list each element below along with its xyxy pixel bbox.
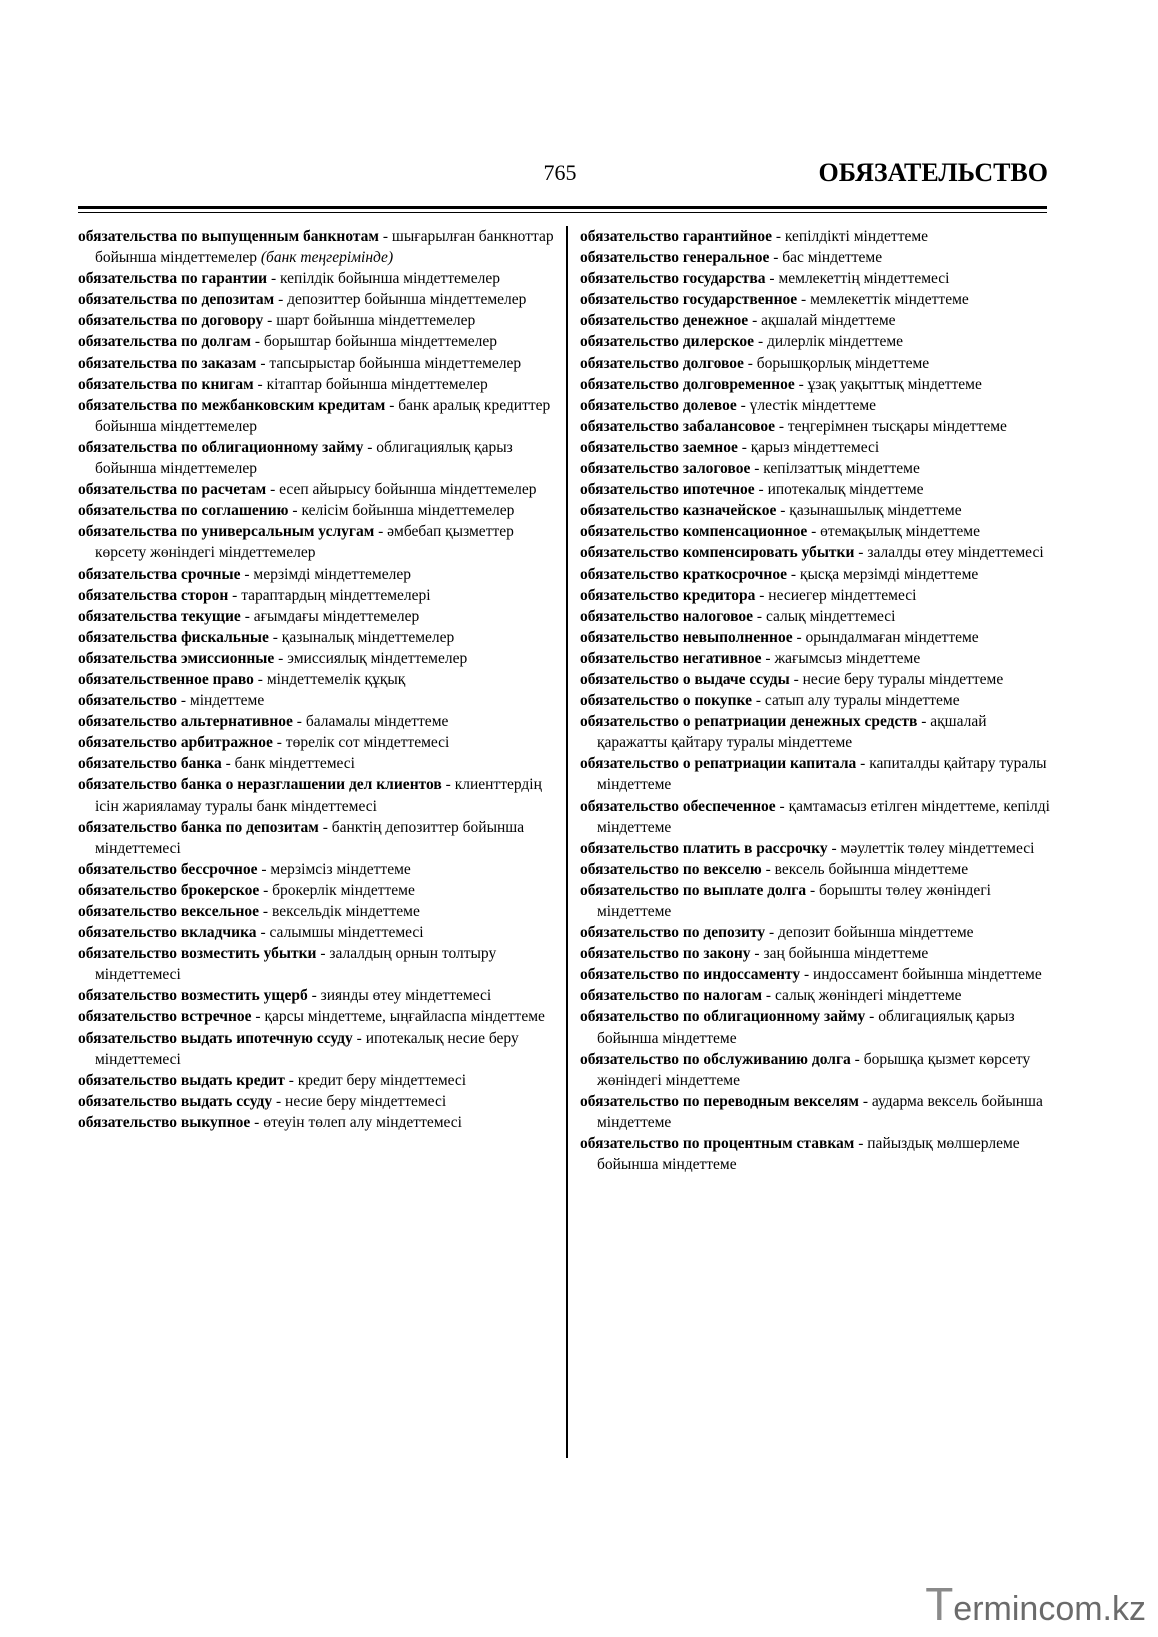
dictionary-entry: обязательство генеральное - бас міндеттеме bbox=[580, 249, 883, 267]
entry-definition: облигациялық қарыз бойынша міндеттеме bbox=[597, 1008, 1015, 1047]
entry-definition: салымшы міндеттемесі bbox=[269, 924, 424, 942]
dictionary-entry: обязательственное право - міндеттемелік құқық bbox=[78, 670, 406, 688]
entry-definition: әмбебап қызметтер көрсету жөніндегі міндеттемелер bbox=[95, 523, 514, 562]
entry-term: обязательство казначейское bbox=[580, 502, 777, 520]
entry-term: обязательство государства bbox=[580, 270, 766, 288]
entry-term: обязательство налоговое bbox=[580, 607, 754, 625]
dictionary-entry: обязательство компенсировать убытки - залалды өтеу міндеттемесі bbox=[580, 544, 1044, 562]
entry-definition: мерзімсіз міндеттеме bbox=[270, 860, 411, 878]
entry-term: обязательство банка по депозитам bbox=[78, 818, 319, 836]
dictionary-entry: обязательство банка о неразглашении дел клиентов - клиенттердің ісін жарияламау туралы банк міндеттемесі bbox=[78, 776, 542, 815]
entry-term: обязательство вкладчика bbox=[78, 924, 257, 942]
entry-definition: баламалы міндеттеме bbox=[305, 713, 449, 731]
entry-definition: міндеттемелік құқық bbox=[266, 670, 406, 688]
entry-term: обязательство долговременное bbox=[580, 375, 795, 393]
entry-definition: мемлекеттік міндеттеме bbox=[810, 291, 969, 309]
dictionary-entry: обязательство казначейское - қазынашылық міндеттеме bbox=[580, 502, 962, 520]
entry-definition: клиенттердің ісін жарияламау туралы банк міндеттемесі bbox=[95, 776, 542, 815]
entry-definition: қамтамасыз етілген міндеттеме, кепілді міндеттеме bbox=[597, 797, 1050, 836]
entry-term: обязательства по гарантии bbox=[78, 270, 268, 288]
entry-term: обязательство кредитора bbox=[580, 586, 756, 604]
right-column bbox=[580, 226, 1058, 1175]
dictionary-entry: обязательства по межбанковским кредитам - банк аралық кредиттер бойынша міндеттемелер bbox=[78, 396, 551, 435]
entry-definition: облигациялық қарыз бойынша міндеттемелер bbox=[95, 438, 513, 478]
dictionary-entry: обязательство по выплате долга - борышты төлеу жөніндегі міндеттеме bbox=[580, 881, 991, 920]
entry-term: обязательство негативное bbox=[580, 649, 762, 667]
entry-definition: несие беру туралы міндеттеме bbox=[802, 670, 1004, 688]
entry-term: обязательство о выдаче ссуды bbox=[580, 670, 790, 688]
entry-definition: төрелік сот міндеттемесі bbox=[285, 734, 450, 752]
entry-term: обязательство о репатриации капитала bbox=[580, 755, 857, 773]
entry-term: обязательства по заказам bbox=[78, 354, 257, 372]
dictionary-entry: обязательства по заказам - тапсырыстар бойынша міндеттемелер bbox=[78, 354, 522, 372]
dictionary-entry: обязательство бессрочное - мерзімсіз міндеттеме bbox=[78, 860, 411, 878]
entry-term: обязательство компенсировать убытки bbox=[580, 544, 855, 562]
dictionary-entry: обязательство банка - банк міндеттемесі bbox=[78, 755, 355, 773]
header-rule-thick bbox=[78, 206, 1047, 209]
entry-definition: несие беру міндеттемесі bbox=[285, 1092, 447, 1110]
dictionary-entry: обязательство дилерское - дилерлік міндеттеме bbox=[580, 333, 904, 351]
dictionary-entry: обязательство по индоссаменту - индоссамент бойынша міндеттеме bbox=[580, 966, 1042, 984]
entry-term: обязательство забалансовое bbox=[580, 417, 775, 435]
dictionary-entry: обязательство о репатриации денежных средств - ақшалай қаражатты қайтару туралы міндеттеме bbox=[580, 713, 987, 752]
dictionary-entry: обязательство выкупное - өтеуін төлеп алу міндеттемесі bbox=[78, 1113, 462, 1131]
dictionary-entry: обязательство обеспеченное - қамтамасыз етілген міндеттеме, кепілді міндеттеме bbox=[580, 797, 1050, 836]
dictionary-entry: обязательство государственное - мемлекеттік міндеттеме bbox=[580, 291, 969, 309]
dictionary-entry: обязательство вексельное - вексельдік міндеттеме bbox=[78, 903, 420, 920]
watermark-logo bbox=[925, 1577, 1146, 1631]
dictionary-entry: обязательства по гарантии - кепілдік бойынша міндеттемелер bbox=[78, 270, 500, 288]
entry-term: обязательство по индоссаменту bbox=[580, 966, 801, 984]
entry-definition: вексель бойынша міндеттеме bbox=[774, 860, 969, 878]
entry-definition: вексельдік міндеттеме bbox=[271, 903, 420, 920]
header-rule-thin bbox=[78, 212, 1047, 213]
dictionary-entry: обязательство о выдаче ссуды - несие беру туралы міндеттеме bbox=[580, 670, 1004, 688]
entry-term: обязательство о покупке bbox=[580, 692, 752, 710]
entry-definition: үлестік міндеттеме bbox=[749, 396, 877, 414]
entry-definition: салық міндеттемесі bbox=[765, 607, 896, 625]
entry-definition: теңгерімнен тысқары міндеттеме bbox=[787, 417, 1007, 435]
entry-definition: ипотекалық міндеттеме bbox=[767, 481, 924, 499]
dictionary-entry: обязательство по налогам - салық жөніндегі міндеттеме bbox=[580, 987, 962, 1005]
entry-definition: кепілдік бойынша міндеттемелер bbox=[280, 270, 500, 288]
entry-term: обязательство альтернативное bbox=[78, 713, 293, 731]
entry-term: обязательство по депозиту bbox=[580, 924, 766, 942]
entry-term: обязательство денежное bbox=[580, 312, 749, 330]
dictionary-entry: обязательство по обслуживанию долга - борышқа қызмет көрсету жөніндегі міндеттеме bbox=[580, 1050, 1031, 1089]
entry-term: обязательства по договору bbox=[78, 312, 264, 330]
entry-definition: мемлекеттің міндеттемесі bbox=[778, 270, 950, 288]
dictionary-entry: обязательство арбитражное - төрелік сот міндеттемесі bbox=[78, 734, 450, 752]
watermark-text: ermincom.kz bbox=[953, 1590, 1146, 1628]
entry-definition: өтеуін төлеп алу міндеттемесі bbox=[263, 1113, 462, 1131]
entry-term: обязательственное право bbox=[78, 670, 254, 688]
dictionary-entry: обязательство по закону - заң бойынша міндеттеме bbox=[580, 945, 929, 963]
entry-term: обязательство банка bbox=[78, 755, 222, 773]
entry-term: обязательства по книгам bbox=[78, 375, 254, 393]
entry-term: обязательство генеральное bbox=[580, 249, 770, 267]
entry-term: обязательство банка о неразглашении дел клиентов bbox=[78, 776, 442, 794]
entry-definition: депозиттер бойынша міндеттемелер bbox=[287, 291, 527, 309]
dictionary-entry: обязательство гарантийное - кепілдікті міндеттеме bbox=[580, 228, 929, 245]
entry-term: обязательства по депозитам bbox=[78, 291, 275, 309]
dictionary-entry: обязательства по депозитам - депозиттер бойынша міндеттемелер bbox=[78, 291, 527, 309]
entry-definition: пайыздық мөлшерлеме бойынша міндеттеме bbox=[597, 1135, 1020, 1174]
dictionary-entry: обязательства эмиссионные - эмиссиялық міндеттемелер bbox=[78, 649, 468, 667]
page-number: 765 bbox=[543, 160, 577, 185]
dictionary-entry: обязательство долговременное - ұзақ уақыттық міндеттеме bbox=[580, 375, 982, 393]
entry-definition: міндеттеме bbox=[189, 692, 265, 710]
dictionary-entry: обязательство кредитора - несиегер міндеттемесі bbox=[580, 586, 917, 604]
entry-term: обязательство арбитражное bbox=[78, 734, 273, 752]
entry-definition: ағымдағы міндеттемелер bbox=[253, 607, 420, 625]
entry-term: обязательство по процентным ставкам bbox=[580, 1135, 855, 1153]
entry-term: обязательства эмиссионные bbox=[78, 649, 275, 667]
entry-term: обязательство bbox=[78, 692, 177, 710]
dictionary-entry: обязательство - міндеттеме bbox=[78, 692, 265, 710]
dictionary-entry: обязательства по выпущенным банкнотам - шығарылған банкноттар бойынша міндеттемелер (банк теңгерімінде) bbox=[78, 228, 554, 267]
entry-definition: борышты төлеу жөніндегі міндеттеме bbox=[597, 881, 991, 920]
dictionary-entry: обязательства по соглашению - келісім бойынша міндеттемелер bbox=[78, 502, 515, 520]
entry-definition: қарсы міндеттеме, ыңғайласпа міндеттеме bbox=[264, 1008, 545, 1026]
entry-term: обязательство по облигационному займу bbox=[580, 1008, 866, 1026]
entry-term: обязательство брокерское bbox=[78, 881, 260, 899]
dictionary-entry: обязательство по переводным векселям - аударма вексель бойынша міндеттеме bbox=[580, 1092, 1043, 1131]
dictionary-entry: обязательство государства - мемлекеттің міндеттемесі bbox=[580, 270, 950, 288]
dictionary-entry: обязательство возместить ущерб - зиянды өтеу міндеттемесі bbox=[78, 987, 492, 1005]
entry-term: обязательства сторон bbox=[78, 586, 229, 604]
entry-term: обязательства по долгам bbox=[78, 333, 251, 351]
entry-term: обязательства текущие bbox=[78, 607, 241, 625]
entry-term: обязательства по расчетам bbox=[78, 481, 267, 499]
entry-definition: дилерлік міндеттеме bbox=[766, 333, 904, 351]
entry-term: обязательство долевое bbox=[580, 396, 737, 414]
entry-definition: шарт бойынша міндеттемелер bbox=[276, 312, 476, 330]
entry-term: обязательство возместить убытки bbox=[78, 945, 317, 963]
entry-term: обязательство по закону bbox=[580, 945, 751, 963]
left-column bbox=[78, 226, 558, 1133]
dictionary-entry: обязательство выдать ссуду - несие беру міндеттемесі bbox=[78, 1092, 447, 1110]
entry-definition: борыштар бойынша міндеттемелер bbox=[263, 333, 498, 351]
entry-term: обязательства срочные bbox=[78, 565, 241, 583]
entry-definition: капиталды қайтару туралы міндеттеме bbox=[597, 755, 1047, 794]
dictionary-entry: обязательства фискальные - қазыналық міндеттемелер bbox=[78, 628, 455, 646]
entry-definition: орындалмаған міндеттеме bbox=[805, 628, 979, 646]
entry-term: обязательство заемное bbox=[580, 438, 738, 456]
entry-term: обязательство бессрочное bbox=[78, 860, 258, 878]
dictionary-entry: обязательство компенсационное - өтемақылық міндеттеме bbox=[580, 523, 980, 541]
entry-definition: залалдың орнын толтыру міндеттемесі bbox=[95, 945, 497, 984]
entry-definition: кредит беру міндеттемесі bbox=[297, 1071, 467, 1089]
entry-term: обязательство ипотечное bbox=[580, 481, 755, 499]
entry-term: обязательство краткосрочное bbox=[580, 565, 787, 583]
dictionary-entry: обязательства срочные - мерзімді міндеттемелер bbox=[78, 565, 411, 583]
entry-term: обязательства фискальные bbox=[78, 628, 269, 646]
dictionary-entry: обязательство возместить убытки - залалдың орнын толтыру міндеттемесі bbox=[78, 945, 497, 984]
entry-definition: қысқа мерзімді міндеттеме bbox=[799, 565, 979, 583]
entry-definition: банк міндеттемесі bbox=[234, 755, 355, 773]
entry-term: обязательство по налогам bbox=[580, 987, 763, 1005]
dictionary-entry: обязательство встречное - қарсы міндеттеме, ыңғайласпа міндеттеме bbox=[78, 1008, 545, 1026]
dictionary-entry: обязательство выдать ипотечную ссуду - ипотекалық несие беру міндеттемесі bbox=[78, 1029, 519, 1068]
entry-term: обязательства по универсальным услугам bbox=[78, 523, 375, 541]
dictionary-entry: обязательство забалансовое - теңгерімнен тысқары міндеттеме bbox=[580, 417, 1007, 435]
dictionary-entry: обязательства текущие - ағымдағы міндеттемелер bbox=[78, 607, 420, 625]
entry-definition: тараптардың міндеттемелері bbox=[241, 586, 431, 604]
entry-definition: қазынашылық міндеттеме bbox=[789, 502, 962, 520]
entry-definition: индоссамент бойынша міндеттеме bbox=[813, 966, 1042, 984]
entry-term: обязательство по векселю bbox=[580, 860, 762, 878]
entry-term: обязательство выкупное bbox=[78, 1113, 251, 1131]
dictionary-entry: обязательства по книгам - кітаптар бойынша міндеттемелер bbox=[78, 375, 488, 393]
entry-definition: сатып алу туралы міндеттеме bbox=[764, 692, 960, 710]
entry-note: (банк теңгерімінде) bbox=[260, 249, 394, 267]
entry-definition: өтемақылық міндеттеме bbox=[820, 523, 980, 541]
entry-definition: эмиссиялық міндеттемелер bbox=[287, 649, 468, 667]
dictionary-entry: обязательство ипотечное - ипотекалық міндеттеме bbox=[580, 481, 924, 499]
entry-term: обязательства по выпущенным банкнотам bbox=[78, 228, 379, 245]
entry-term: обязательство государственное bbox=[580, 291, 798, 309]
entry-definition: аударма вексель бойынша міндеттеме bbox=[597, 1092, 1043, 1131]
entry-definition: тапсырыстар бойынша міндеттемелер bbox=[269, 354, 522, 372]
entry-definition: депозит бойынша міндеттеме bbox=[778, 924, 974, 942]
dictionary-entry: обязательство налоговое - салық міндеттемесі bbox=[580, 607, 896, 625]
entry-term: обязательство встречное bbox=[78, 1008, 252, 1026]
entry-definition: банк аралық кредиттер бойынша міндеттемелер bbox=[95, 396, 551, 435]
entry-definition: бас міндеттеме bbox=[782, 249, 883, 267]
dictionary-entry: обязательства по расчетам - есеп айырысу бойынша міндеттемелер bbox=[78, 481, 537, 499]
dictionary-entry: обязательства по договору - шарт бойынша міндеттемелер bbox=[78, 312, 476, 330]
entry-term: обязательство платить в рассрочку bbox=[580, 839, 828, 857]
dictionary-entry: обязательство платить в рассрочку - мәулеттік төлеу міндеттемесі bbox=[580, 839, 1035, 857]
entry-definition: зиянды өтеу міндеттемесі bbox=[320, 987, 492, 1005]
entry-term: обязательства по облигационному займу bbox=[78, 438, 364, 456]
entry-definition: қарыз міндеттемесі bbox=[750, 438, 880, 456]
entry-term: обязательство залоговое bbox=[580, 460, 751, 478]
dictionary-entry: обязательство по векселю - вексель бойынша міндеттеме bbox=[580, 860, 969, 878]
entry-definition: мәулеттік төлеу міндеттемесі bbox=[840, 839, 1035, 857]
dictionary-entry: обязательство по облигационному займу - облигациялық қарыз бойынша міндеттеме bbox=[580, 1008, 1015, 1047]
dictionary-entry: обязательство по депозиту - депозит бойынша міндеттеме bbox=[580, 924, 974, 942]
entry-definition: ұзақ уақыттық міндеттеме bbox=[807, 375, 982, 393]
entry-term: обязательства по соглашению bbox=[78, 502, 289, 520]
dictionary-entry: обязательство долговое - борышқорлық міндеттеме bbox=[580, 354, 930, 372]
dictionary-entry: обязательство о репатриации капитала - капиталды қайтару туралы міндеттеме bbox=[580, 755, 1047, 794]
column-divider bbox=[566, 226, 568, 1458]
entry-definition: кепілзаттық міндеттеме bbox=[763, 460, 920, 478]
dictionary-entry: обязательство вкладчика - салымшы міндеттемесі bbox=[78, 924, 424, 942]
watermark-lead: T bbox=[925, 1578, 954, 1630]
entry-definition: ақшалай қаражатты қайтару туралы міндеттеме bbox=[597, 713, 987, 752]
entry-term: обязательство выдать ссуду bbox=[78, 1092, 273, 1110]
entry-definition: ақшалай міндеттеме bbox=[761, 312, 896, 330]
entry-definition: кепілдікті міндеттеме bbox=[784, 228, 929, 245]
entry-term: обязательство гарантийное bbox=[580, 228, 772, 245]
entry-term: обязательство вексельное bbox=[78, 903, 260, 920]
dictionary-entry: обязательство денежное - ақшалай міндеттеме bbox=[580, 312, 896, 330]
entry-term: обязательства по межбанковским кредитам bbox=[78, 396, 386, 414]
dictionary-entry: обязательства сторон - тараптардың міндеттемелері bbox=[78, 586, 431, 604]
entry-definition: борышқорлық міндеттеме bbox=[756, 354, 930, 372]
dictionary-entry: обязательство брокерское - брокерлік міндеттеме bbox=[78, 881, 415, 899]
entry-term: обязательство по переводным векселям bbox=[580, 1092, 859, 1110]
entry-definition: қазыналық міндеттемелер bbox=[281, 628, 455, 646]
running-head: ОБЯЗАТЕЛЬСТВО bbox=[818, 158, 1048, 187]
dictionary-entry: обязательство банка по депозитам - банктің депозиттер бойынша міндеттемесі bbox=[78, 818, 525, 857]
dictionary-entry: обязательство невыполненное - орындалмаған міндеттеме bbox=[580, 628, 979, 646]
entry-term: обязательство выдать ипотечную ссуду bbox=[78, 1029, 353, 1047]
dictionary-entry: обязательство краткосрочное - қысқа мерзімді міндеттеме bbox=[580, 565, 979, 583]
entry-term: обязательство выдать кредит bbox=[78, 1071, 285, 1089]
dictionary-entry: обязательства по универсальным услугам - әмбебап қызметтер көрсету жөніндегі міндеттемелер bbox=[78, 523, 514, 562]
entry-definition: заң бойынша міндеттеме bbox=[763, 945, 929, 963]
dictionary-entry: обязательства по долгам - борыштар бойынша міндеттемелер bbox=[78, 333, 498, 351]
entry-definition: несиегер міндеттемесі bbox=[768, 586, 917, 604]
dictionary-entry: обязательство долевое - үлестік міндеттеме bbox=[580, 396, 877, 414]
entry-term: обязательство о репатриации денежных средств bbox=[580, 713, 918, 731]
entry-definition: кітаптар бойынша міндеттемелер bbox=[266, 375, 488, 393]
dictionary-entry: обязательство заемное - қарыз міндеттемесі bbox=[580, 438, 880, 456]
dictionary-entry: обязательство негативное - жағымсыз міндеттеме bbox=[580, 649, 921, 667]
entry-definition: салық жөніндегі міндеттеме bbox=[774, 987, 962, 1005]
entry-term: обязательство возместить ущерб bbox=[78, 987, 308, 1005]
dictionary-entry: обязательство альтернативное - баламалы міндеттеме bbox=[78, 713, 449, 731]
entry-term: обязательство компенсационное bbox=[580, 523, 808, 541]
entry-definition: мерзімді міндеттемелер bbox=[253, 565, 411, 583]
entry-definition: келісім бойынша міндеттемелер bbox=[301, 502, 515, 520]
dictionary-entry: обязательства по облигационному займу - облигациялық қарыз бойынша міндеттемелер bbox=[78, 438, 513, 478]
entry-definition: банктің депозиттер бойынша міндеттемесі bbox=[95, 818, 525, 857]
entry-definition: шығарылған банкноттар бойынша міндеттемелер bbox=[95, 228, 554, 267]
dictionary-entry: обязательство по процентным ставкам - пайыздық мөлшерлеме бойынша міндеттеме bbox=[580, 1135, 1020, 1174]
entry-term: обязательство долговое bbox=[580, 354, 744, 372]
entry-definition: залалды өтеу міндеттемесі bbox=[867, 544, 1044, 562]
entry-term: обязательство дилерское bbox=[580, 333, 755, 351]
entry-definition: жағымсыз міндеттеме bbox=[774, 649, 921, 667]
entry-definition: брокерлік міндеттеме bbox=[272, 881, 415, 899]
entry-definition: ипотекалық несие беру міндеттемесі bbox=[95, 1029, 519, 1068]
entry-term: обязательство обеспеченное bbox=[580, 797, 776, 815]
dictionary-entry: обязательство залоговое - кепілзаттық міндеттеме bbox=[580, 460, 920, 478]
dictionary-entry: обязательство о покупке - сатып алу туралы міндеттеме bbox=[580, 692, 960, 710]
entry-definition: есеп айырысу бойынша міндеттемелер bbox=[279, 481, 537, 499]
dictionary-entry: обязательство выдать кредит - кредит беру міндеттемесі bbox=[78, 1071, 467, 1089]
entry-term: обязательство невыполненное bbox=[580, 628, 793, 646]
entry-term: обязательство по обслуживанию долга bbox=[580, 1050, 851, 1068]
entry-definition: борышқа қызмет көрсету жөніндегі міндеттеме bbox=[597, 1050, 1031, 1089]
entry-term: обязательство по выплате долга bbox=[580, 881, 807, 899]
